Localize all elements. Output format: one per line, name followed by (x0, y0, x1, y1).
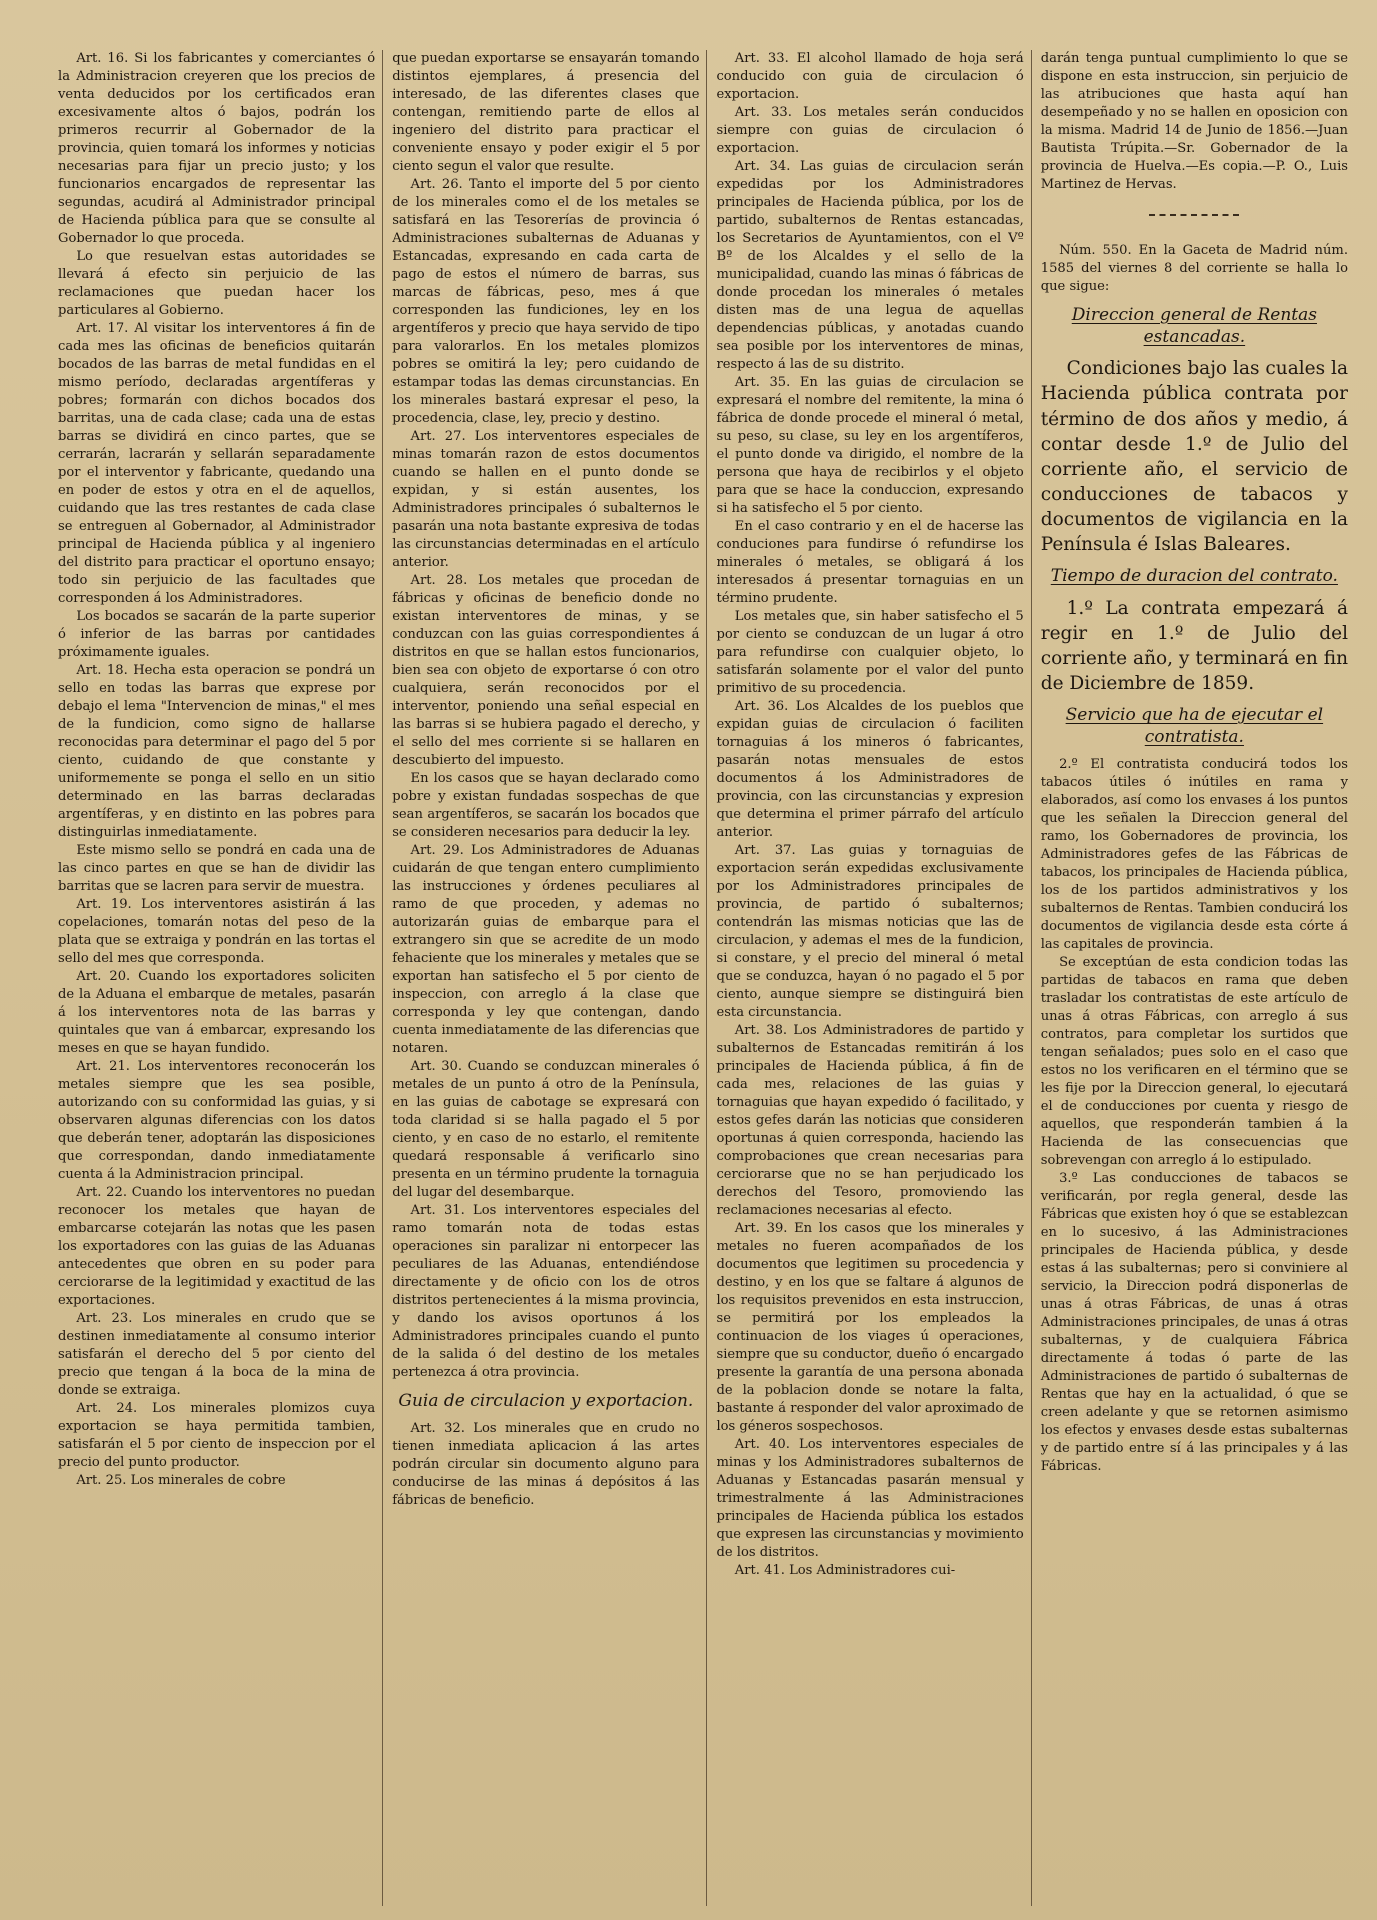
paragraph: Art. 36. Los Alcaldes de los pueblos que expidan guias de circulacion ó faciliten tornaguias á los mineros ó fabricantes, pasarán notas mensuales de estos documentos á los Administradores de provincia, con las circunstancias y expresion que determina el primer párrafo del artículo anterior. (716, 699, 1024, 840)
paragraph: Art. 26. Tanto el importe del 5 por ciento de los minerales como el de los metales se satisfará en las Tesorerías de provincia ó Administraciones subalternas de Aduanas y Estancadas, expresando en cada carta de pago de estos el número de barras, sus marcas de fábricas, peso, mes á que corresponden las fundiciones, ley en los argentíferos y precio que haya servido de tipo para valorarlos. En los metales plomizos pobres se omitirá la ley; pero cuidando de estampar todas las demas circunstancias. En los minerales bastará expresar el peso, la procedencia, clase, ley, precio y destino. (392, 177, 700, 426)
paragraph: Art. 18. Hecha esta operacion se pondrá un sello en todas las barras que exprese por debajo el lema "Intervencion de minas," el mes de la fundicion, como signo de hallarse reconocidas para determinar el pago del 5 por ciento, cuidando de que constante y uniformemente se ponga el sello en un sitio determinado en las barras declaradas argentíferas, y en distinto en las pobres para distinguirlas inmediatamente. (58, 663, 376, 840)
paragraph: Art. 30. Cuando se conduzcan minerales ó metales de un punto á otro de la Península, en las guias de cabotage se expresará con toda claridad si se halla pagado el 5 por ciento, y en caso de no estarlo, el remitente quedará responsable á verificarlo sino presenta en un término prudente la tornaguia del lugar del desembarque. (392, 1059, 700, 1200)
paragraph: Art. 16. Si los fabricantes y comerciantes ó la Administracion creyeren que los precios de venta deducidos por los certificados eran excesivamente altos ó bajos, podrán los primeros recurrir al Gobernador de la provincia, quien tomará los informes y noticias necesarias para fijar un precio justo; y los funcionarios encargados de representar las segundas, acudirá al Administrador principal de Hacienda pública para que se consulte al Gobernador lo que proceda. (58, 51, 376, 246)
paragraph: Se exceptúan de esta condicion todas las partidas de tabacos en rama que deben trasladar los contratistas de este artículo de unas á otras Fábricas, con arreglo á sus contratos, para completar los surtidos que tengan señalados; pues solo en el caso que estos no los verificaren en el término que se les fije por la Direccion general, lo ejecutará el de conducciones por cuenta y riesgo de aquellos, que responderán tambien á la Hacienda de las consecuencias que sobrevengan con arreglo á lo estipulado. (1040, 955, 1348, 1169)
section-heading: Direccion general de Rentas estancadas. (1071, 305, 1317, 348)
paragraph: darán tenga puntual cumplimiento lo que se dispone en esta instruccion, sin perjuicio de las atribuciones que hasta aquí han desempeñado y no se hallen en oposicion con la misma. Madrid 14 de Junio de 1856.—Juan Bautista Trúpita.—Sr. Gobernador de la provincia de Huelva.—Es copia.—P. O., Luis Martinez de Hervas. (1040, 51, 1348, 192)
paragraph: Este mismo sello se pondrá en cada una de las cinco partes en que se han de dividir las barritas que se lacren para servir de muestra. (58, 843, 376, 894)
paragraph: Art. 37. Las guias y tornaguias de exportacion serán expedidas exclusivamente por los Administradores principales de provincia, de partido ó subalternos; contendrán las mismas noticias que las de circulacion, y ademas el mes de la fundicion, si constare, y el precio del mineral ó metal que se conduzca, hayan ó no pagado el 5 por ciento, aunque siempre se distinguirá bien esta circunstancia. (716, 843, 1024, 1020)
paragraph: Los metales que, sin haber satisfecho el 5 por ciento se conduzcan de un lugar á otro para refundirse con cualquier objeto, lo satisfarán solamente por el valor del punto primitivo de su procedencia. (716, 609, 1024, 696)
paragraph: Art. 34. Las guias de circulacion serán expedidas por los Administradores principales de Hacienda pública, por los de partido, subalternos de Rentas estancadas, los Secretarios de Ayuntamientos, con el Vº Bº de los Alcaldes y el sello de la municipalidad, cuando las minas ó fábricas de donde procedan los minerales ó metales disten mas de una legua de aquellas dependencias públicas, y anotadas cuando sea posible por los interventores de minas, respecto á las de su distrito. (716, 159, 1024, 372)
paragraph: Art. 27. Los interventores especiales de minas tomarán razon de estos documentos cuando se hallen en el punto donde se expidan, y si están ausentes, los Administradores principales ó subalternos le pasarán una nota bastante expresiva de todas las circunstancias determinadas en el artículo anterior. (392, 429, 700, 570)
paragraph: Art. 28. Los metales que procedan de fábricas y oficinas de beneficio donde no existan interventores de minas, y se conduzcan con las guias correspondientes á distritos en que se hallan estos funcionarios, bien sea con objeto de exportarse ó con otro cualquiera, serán reconocidos por el interventor, poniendo una señal especial en las barras si se hubiera pagado el derecho, y el sello del mes corriente si se hallaren en descubierto del impuesto. (392, 573, 700, 768)
paragraph: Art. 32. Los minerales que en crudo no tienen inmediata aplicacion á las artes podrán circular sin documento alguno para conducirse de las minas á depósitos á las fábricas de beneficio. (392, 1421, 700, 1509)
paragraph: Art. 24. Los minerales plomizos cuya exportacion se haya permitida tambien, satisfarán el 5 por ciento de inspeccion por el precio del punto productor. (58, 1401, 376, 1470)
section-heading: Guia de circulacion y exportacion. (398, 1391, 694, 1411)
paragraph: Art. 22. Cuando los interventores no puedan reconocer los metales que hayan de embarcarse cotejarán las notas que les pasen los exportadores con las guias de las Aduanas antecedentes que obren en su poder para cerciorarse de la legitimidad y exactitud de las exportaciones. (58, 1185, 376, 1308)
paragraph: Art. 17. Al visitar los interventores á fin de cada mes las oficinas de beneficios quitarán bocados de las barras de metal fundidas en el mismo período, declaradas argentíferas y pobres; formarán con dichos bocados dos barritas, una de cada clase; cada una de estas barras se dividirá en cinco partes, que se cerrarán, lacrarán y sellarán separadamente por el interventor y fabricante, quedando una en poder de estos y otra en el de aquellos, cuidando que las tres restantes de cada clase se entreguen al Gobernador, al Administrador principal de Hacienda pública y al ingeniero del distrito para practicar el oportuno ensayo; todo sin perjuicio de las facultades que corresponden á los Administradores. (58, 321, 376, 606)
paragraph: Art. 41. Los Administradores cui- (734, 1563, 956, 1578)
paragraph: Art. 39. En los casos que los minerales y metales no fueren acompañados de los documentos que legitimen su procedencia y destino, y en los que se faltare á algunos de los requisitos prevenidos en esta instruccion, se permitirá por los empleados la continuacion de los viages ú operaciones, siempre que su conductor, dueño ó encargado presente la garantía de una persona abonada de la poblacion donde se notare la falta, bastante á responder del valor aproximado de los géneros sospechosos. (716, 1221, 1024, 1434)
section-heading: Servicio que ha de ejecutar el contratista. (1065, 705, 1324, 748)
column-4 (1031, 50, 1355, 1906)
paragraph: Art. 31. Los interventores especiales del ramo tomarán nota de todas estas operaciones sin paralizar ni entorpecer las peculiares de las Aduanas, entendiéndose directamente y de oficio con los de otros distritos pertenecientes á la misma provincia, y dando los avisos oportunos á los Administradores principales cuando el punto de la salida ó del destino de los metales pertenezca á otra provincia. (392, 1203, 700, 1380)
lead-paragraph: Condiciones bajo las cuales la Hacienda pública contrata por término de dos años y medio, á contar desde 1.º de Julio del corriente año, el servicio de conducciones de tabacos y documentos de vigilancia en la Península é Islas Baleares. (1040, 358, 1348, 556)
paragraph: En el caso contrario y en el de hacerse las conduciones para fundirse ó refundirse los minerales ó metales, se obligará á los interesados á presentar tornaguias en un término prudente. (716, 519, 1024, 606)
paragraph: que puedan exportarse se ensayarán tomando distintos ejemplares, á presencia del interesado, de las diferentes clases que contengan, remitiendo parte de ellos al ingeniero del distrito para practicar el conveniente ensayo y poder exigir el 5 por ciento segun el valor que resulte. (392, 51, 700, 174)
paragraph: Art. 33. El alcohol llamado de hoja será conducido con guia de circulacion ó exportacion. (716, 51, 1024, 102)
column-3 (706, 50, 1030, 1906)
lead-paragraph: 1.º La contrata empezará á regir en 1.º de Julio del corriente año, y terminará en fin de Diciembre de 1859. (1040, 597, 1348, 694)
columns (58, 50, 1355, 1906)
paragraph: Núm. 550. En la Gaceta de Madrid núm. 1585 del viernes 8 del corriente se halla lo que sigue: (1040, 243, 1348, 294)
paragraph: Art. 23. Los minerales en crudo que se destinen inmediatamente al consumo interior satisfarán el derecho del 5 por ciento del precio que tengan á la boca de la mina de donde se extraiga. (58, 1311, 376, 1398)
paragraph: Lo que resuelvan estas autoridades se llevará á efecto sin perjuicio de las reclamaciones que puedan hacer los particulares al Gobierno. (58, 249, 376, 318)
paragraph: Art. 29. Los Administradores de Aduanas cuidarán de que tengan entero cumplimiento las instrucciones y órdenes peculiares al ramo de que proceden, y ademas no autorizarán guias de embarque para el extrangero sin que se acredite de un modo fehaciente que los minerales y metales que se exportan han satisfecho el 5 por ciento de inspeccion, con arreglo á la clase que corresponda y ley que contengan, dando cuenta inmediatamente de las diferencias que notaren. (392, 843, 700, 1056)
section-separator (1149, 214, 1239, 216)
paragraph: Art. 33. Los metales serán conducidos siempre con guias de circulacion ó exportacion. (716, 105, 1024, 156)
paragraph: 2.º El contratista conducirá todos los tabacos útiles ó inútiles en rama y elaborados, así como los envases á los puntos que les señalen la Direccion general del ramo, los Gobernadores de provincia, los Administradores gefes de las Fábricas de tabacos, los principales de Hacienda pública, los de los partidos administrativos y los subalternos de Rentas. Tambien conducirá los documentos de vigilancia desde esta córte á las capitales de provincia. (1040, 757, 1348, 953)
paragraph: 3.º Las conducciones de tabacos se verificarán, por regla general, desde las Fábricas que existen hoy ó que se establezcan en lo sucesivo, á las Administraciones principales de Hacienda pública, y desde estas á las subalternas; pero si conviniere al servicio, la Direccion podrá disponerlas de unas á otras Fábricas, de unas á otras Administraciones principales, de unas á otras subalternas, y de cualquiera Fábrica directamente á todas ó parte de las Administraciones de partido ó subalternas de Rentas que hay en la actualidad, ó que se creen adelante y que se retornen asimismo los efectos y envases desde estas subalternas y de partido entre sí á las principales y á las Fábricas. (1040, 1171, 1348, 1475)
section-heading: Tiempo de duracion del contrato. (1050, 566, 1338, 587)
paragraph: Los bocados se sacarán de la parte superior ó inferior de las barras por cantidades próximamente iguales. (58, 609, 376, 660)
column-1 (58, 50, 382, 1906)
paragraph: En los casos que se hayan declarado como pobre y existan fundadas sospechas de que sean argentíferos, se sacarán los bocados que se consideren necesarios para deducir la ley. (392, 771, 700, 840)
paragraph: Art. 25. Los minerales de cobre (76, 1473, 286, 1488)
paragraph: Art. 21. Los interventores reconocerán los metales siempre que les sea posible, autorizando con su conformidad las guias, y si observaren algunas diferencias con los datos que deberán tener, adoptarán las disposiciones que correspondan, dando inmediatamente cuenta á la Administracion principal. (58, 1059, 376, 1182)
paragraph: Art. 35. En las guias de circulacion se expresará el nombre del remitente, la mina ó fábrica de donde procede el mineral ó metal, su peso, su clase, su ley en los argentíferos, el punto donde va dirigido, el nombre de la persona que haya de recibirlos y el objeto para que se hace la conduccion, expresando si ha satisfecho el 5 por ciento. (716, 375, 1024, 516)
paragraph: Art. 38. Los Administradores de partido y subalternos de Estancadas remitirán á los principales de Hacienda pública, á fin de cada mes, relaciones de las guias y tornaguias que hayan expedido ó facilitado, y estos gefes darán las noticias que consideren oportunas á quien corresponda, haciendo las comprobaciones que crean necesarias para cerciorarse que no se han perjudicado los derechos del Tesoro, promoviendo las reclamaciones necesarias al efecto. (716, 1023, 1024, 1218)
column-2 (382, 50, 706, 1906)
paragraph: Art. 19. Los interventores asistirán á las copelaciones, tomarán notas del peso de la plata que se extraiga y pondrán en las tortas el sello del mes que corresponda. (58, 897, 376, 966)
paragraph: Art. 20. Cuando los exportadores soliciten de la Aduana el embarque de metales, pasarán á los interventores nota de las barras y quintales que van á embarcar, expresando los meses en que se hayan fundido. (58, 969, 376, 1056)
paragraph: Art. 40. Los interventores especiales de minas y los Administradores subalternos de Aduanas y Estancadas pasarán mensual y trimestralmente á las Administraciones principales de Hacienda pública los estados que expresen las circunstancias y movimiento de los distritos. (716, 1437, 1024, 1560)
